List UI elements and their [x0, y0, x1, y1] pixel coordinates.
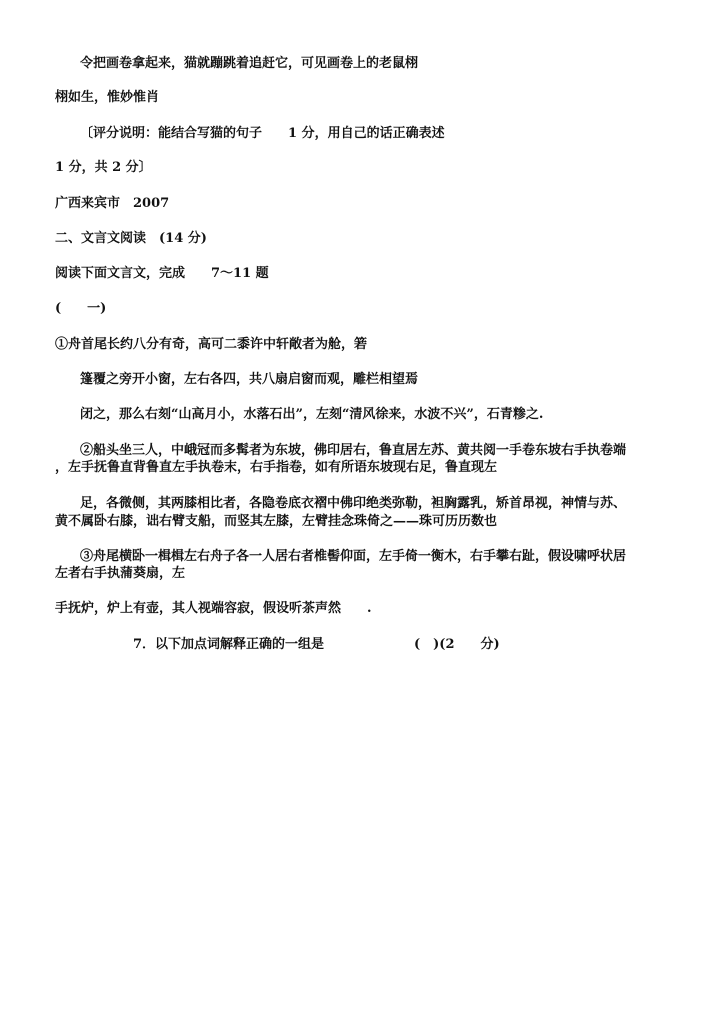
section-heading: 二、文言文阅读 (14 分)	[55, 231, 207, 246]
text-line: 栩如生，惟妙惟肖	[55, 90, 160, 105]
text-line: ( 一)	[55, 301, 107, 316]
text-line: 1 分，共 2 分〕	[55, 160, 152, 175]
text-line: 左者右手执蒲葵扇，左	[55, 566, 186, 581]
question-line: 7．以下加点词解释正确的一组是	[133, 637, 325, 652]
text-line: ②船头坐三人，中峨冠而多髯者为东坡，佛印居右，鲁直居左苏、黄共阅一手卷东坡右手执卷端	[80, 443, 627, 458]
answer-blank: ( )(2 分)	[414, 637, 500, 652]
text-line: 闭之，那么右刻“山高月小，水落石出”，左刻“清风徐来，水波不兴”，石青糁之.	[80, 407, 544, 422]
text-line: 〔评分说明：能结合写猫的句子 1 分，用自己的话正确表述	[80, 126, 445, 141]
text-line: 广西来宾市 2007	[55, 196, 170, 211]
text-line: 篷覆之旁开小窗，左右各四，共八扇启窗而观，雕栏相望焉	[80, 372, 419, 387]
text-line: 阅读下面文言文，完成 7～11 题	[55, 266, 269, 281]
text-line: ①舟首尾长约八分有奇，高可二黍许中轩敞者为舱，箬	[55, 337, 368, 352]
text-line: 令把画卷拿起来，猫就蹦跳着追赶它，可见画卷上的老鼠栩	[80, 56, 419, 71]
text-line: 足，各微侧，其两膝相比者，各隐卷底衣褶中佛印绝类弥勒，袒胸露乳，矫首昂视，神情与苏、	[80, 496, 627, 511]
text-line: 手抚炉，炉上有壶，其人视端容寂，假设听茶声然 .	[55, 601, 372, 616]
text-line: 黄不属卧右膝，诎右臂支船，而竖其左膝，左臂挂念珠倚之——珠可历历数也	[55, 514, 498, 529]
text-line: ，左手抚鲁直背鲁直左手执卷末，右手指卷，如有所语东坡现右足，鲁直现左	[55, 460, 498, 475]
text-line: ③舟尾横卧一楫楫左右舟子各一人居右者椎髻仰面，左手倚一衡木，右手攀右趾，假设啸呼状居	[80, 549, 627, 564]
